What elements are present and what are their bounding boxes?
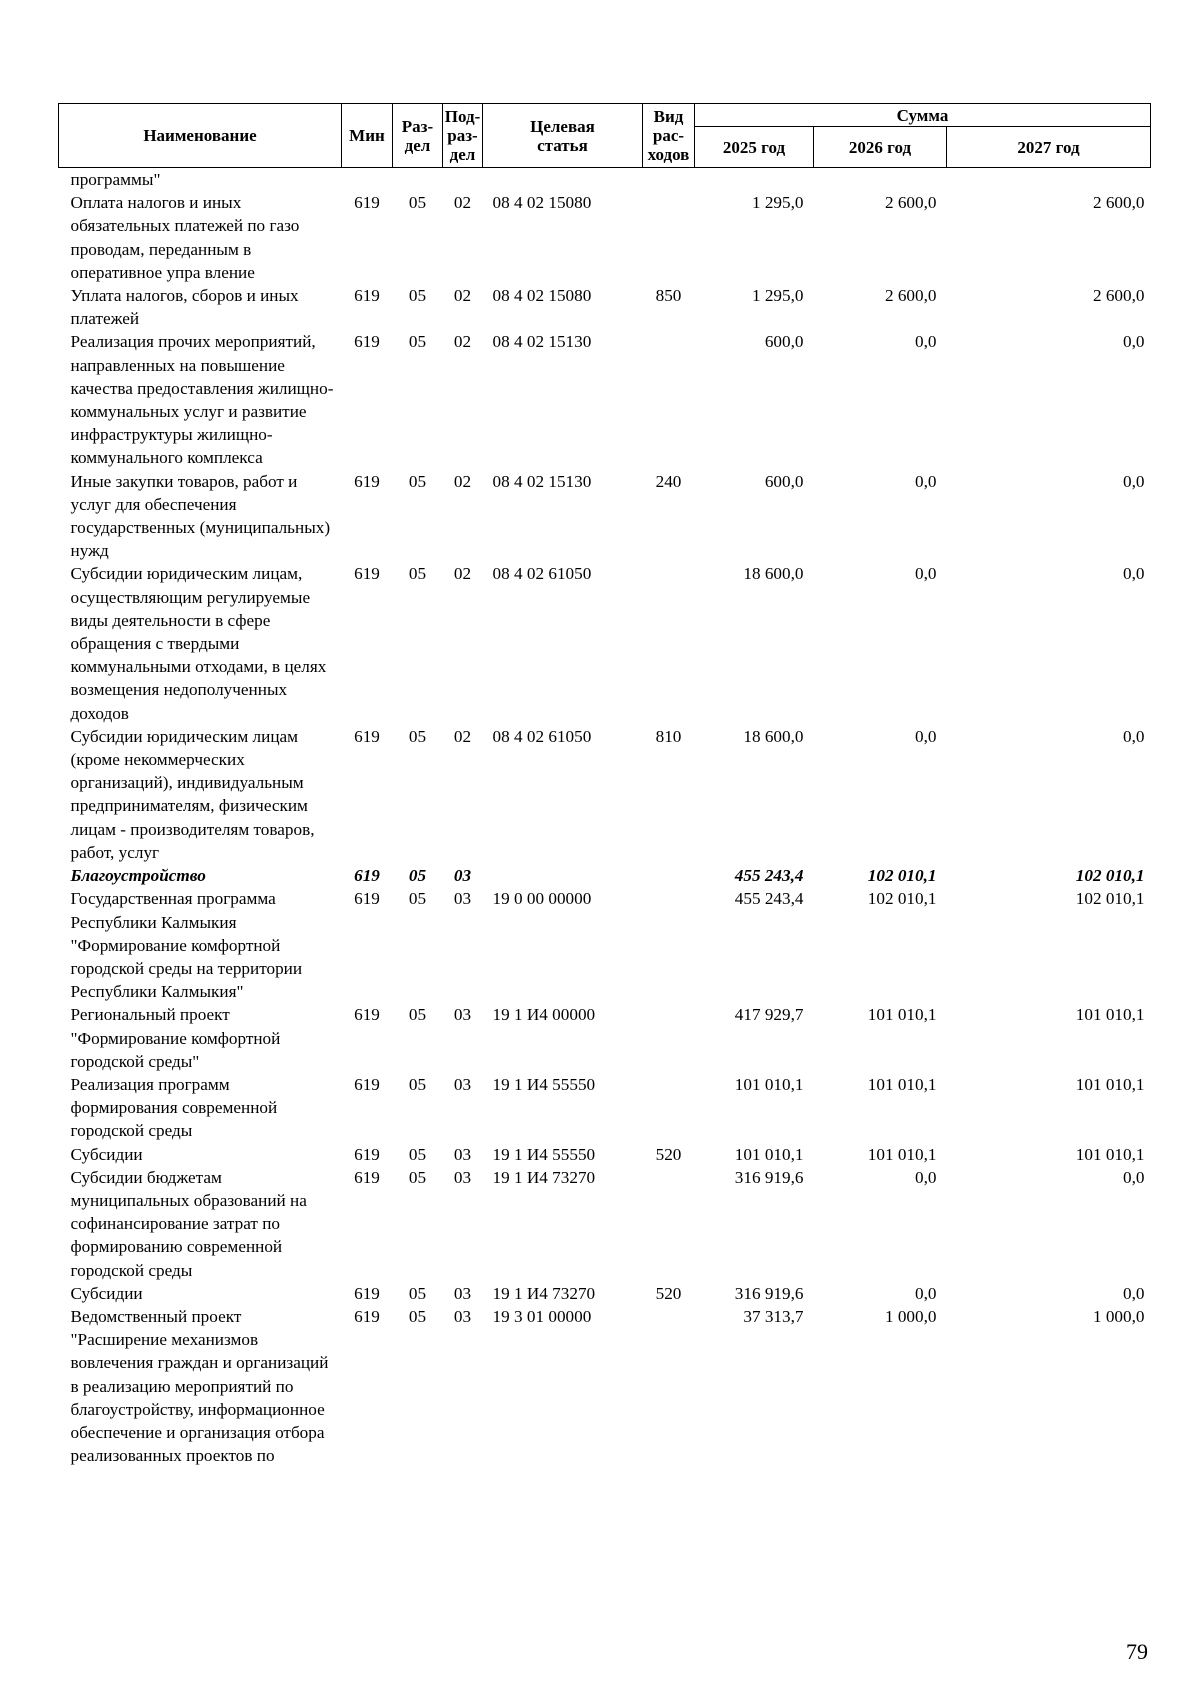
row-sum-2025: 101 010,1 xyxy=(734,1144,804,1164)
row-name: Реализация программ формирования современной городской среды xyxy=(70,1074,278,1141)
row-sum-2027: 101 010,1 xyxy=(1075,1144,1145,1164)
row-sum-2027: 0,0 xyxy=(1123,1283,1145,1303)
row-sum-2026 xyxy=(814,168,947,192)
row-sum-2027: 1 000,0 xyxy=(1092,1306,1145,1326)
row-min: 619 xyxy=(354,1306,380,1326)
row-sum-2025: 316 919,6 xyxy=(734,1283,804,1303)
row-sum-2026: 0,0 xyxy=(915,332,937,352)
row-expense-type: 520 xyxy=(655,1144,682,1164)
row-min: 619 xyxy=(354,866,380,886)
table-row xyxy=(59,1305,1151,1467)
row-razdel: 05 xyxy=(408,866,427,886)
row-min xyxy=(342,168,393,192)
row-name: Иные закупки товаров, работ и услуг для обеспечения государственных (муниципальных) нужд xyxy=(70,471,331,561)
row-target-article: 19 1 И4 73270 xyxy=(492,1167,596,1187)
row-razdel: 05 xyxy=(408,1074,427,1094)
row-expense-type xyxy=(643,887,695,1003)
row-name: Субсидии юридическим лицам, осуществляющим регулируемые виды деятельности в сфере обращения с твердыми коммунальными отходами, в целях возмещения недополученных доходов xyxy=(70,564,327,723)
row-podrazdel: 02 xyxy=(453,564,472,584)
table-body xyxy=(59,168,1151,1468)
row-expense-type xyxy=(643,1166,695,1282)
table-row xyxy=(59,864,1151,887)
row-sum-2026: 0,0 xyxy=(915,564,937,584)
row-name: Субсидии xyxy=(70,1144,143,1164)
row-sum-2026: 2 600,0 xyxy=(884,286,937,306)
row-expense-type xyxy=(643,1003,695,1073)
row-sum-2025: 600,0 xyxy=(764,332,804,352)
row-name: Благоустройство xyxy=(70,866,206,886)
row-podrazdel: 03 xyxy=(453,1144,472,1164)
table-row xyxy=(59,284,1151,330)
row-podrazdel: 03 xyxy=(453,1283,472,1303)
row-target-article: 19 1 И4 00000 xyxy=(492,1005,596,1025)
row-sum-2026: 0,0 xyxy=(915,471,937,491)
table-row xyxy=(59,725,1151,864)
row-min: 619 xyxy=(354,1167,380,1187)
row-sum-2025: 1 295,0 xyxy=(751,286,804,306)
row-podrazdel: 02 xyxy=(453,726,472,746)
row-target-article xyxy=(483,864,643,887)
row-min: 619 xyxy=(354,332,380,352)
header-razdel: Раз- дел xyxy=(393,104,443,168)
row-sum-2027: 0,0 xyxy=(1123,471,1145,491)
row-podrazdel: 03 xyxy=(453,866,472,886)
row-sum-2027: 0,0 xyxy=(1123,564,1145,584)
header-sum: Сумма xyxy=(695,104,1151,127)
row-sum-2025 xyxy=(695,168,814,192)
row-sum-2026: 0,0 xyxy=(915,1167,937,1187)
row-podrazdel: 03 xyxy=(453,1005,472,1025)
row-expense-type xyxy=(643,864,695,887)
row-min: 619 xyxy=(354,193,380,213)
row-min: 619 xyxy=(354,1074,380,1094)
row-target-article: 08 4 02 15080 xyxy=(492,193,592,213)
table-row xyxy=(59,1143,1151,1166)
row-expense-type xyxy=(643,1305,695,1467)
budget-table xyxy=(58,103,1151,1467)
row-name: Государственная программа Республики Калмыкия "Формирование комфортной городской среды на территории Республики Калмыкия" xyxy=(70,889,303,1002)
page-number: 79 xyxy=(1126,1639,1148,1664)
row-razdel: 05 xyxy=(408,1283,427,1303)
row-sum-2027: 101 010,1 xyxy=(1075,1005,1145,1025)
row-sum-2025: 600,0 xyxy=(764,471,804,491)
row-expense-type xyxy=(643,168,695,192)
row-sum-2026: 102 010,1 xyxy=(867,866,937,886)
row-sum-2027 xyxy=(947,168,1151,192)
row-sum-2027: 2 600,0 xyxy=(1092,286,1145,306)
row-podrazdel: 03 xyxy=(453,1167,472,1187)
row-sum-2027: 101 010,1 xyxy=(1075,1074,1145,1094)
row-sum-2026: 101 010,1 xyxy=(867,1074,937,1094)
row-sum-2025: 417 929,7 xyxy=(734,1005,804,1025)
row-sum-2026: 0,0 xyxy=(915,726,937,746)
header-expense-type: Вид рас- ходов xyxy=(643,104,695,168)
header-name: Наименование xyxy=(59,104,342,168)
row-name: Региональный проект "Формирование комфортной городской среды" xyxy=(70,1005,281,1071)
row-target-article: 19 1 И4 55550 xyxy=(492,1144,596,1164)
row-min: 619 xyxy=(354,471,380,491)
row-podrazdel: 02 xyxy=(453,471,472,491)
row-expense-type xyxy=(643,330,695,469)
table-row xyxy=(59,1073,1151,1143)
row-podrazdel: 03 xyxy=(453,889,472,909)
row-razdel: 05 xyxy=(408,889,427,909)
row-sum-2027: 0,0 xyxy=(1123,726,1145,746)
row-target-article: 08 4 02 15130 xyxy=(492,471,592,491)
row-name: Ведомственный проект "Расширение механизмов вовлечения граждан и организаций в реализацию мероприятий по благоустройству, информационное обеспечение и организация отбора реализованных проектов по xyxy=(70,1306,329,1466)
row-min: 619 xyxy=(354,1144,380,1164)
row-razdel: 05 xyxy=(408,726,427,746)
table-row xyxy=(59,470,1151,563)
row-sum-2026: 102 010,1 xyxy=(867,889,937,909)
row-min: 619 xyxy=(354,1005,380,1025)
row-expense-type xyxy=(643,191,695,284)
row-podrazdel: 03 xyxy=(453,1074,472,1094)
table-row xyxy=(59,191,1151,284)
row-sum-2025: 37 313,7 xyxy=(743,1306,804,1326)
row-sum-2026: 0,0 xyxy=(915,1283,937,1303)
row-sum-2027: 2 600,0 xyxy=(1092,193,1145,213)
row-target-article xyxy=(483,168,643,192)
row-target-article: 19 1 И4 73270 xyxy=(492,1283,596,1303)
row-razdel: 05 xyxy=(408,1005,427,1025)
row-name: Субсидии xyxy=(70,1283,143,1303)
row-expense-type: 240 xyxy=(655,471,682,491)
row-sum-2025: 455 243,4 xyxy=(734,889,804,909)
row-razdel: 05 xyxy=(408,193,427,213)
table-row xyxy=(59,562,1151,724)
row-razdel: 05 xyxy=(408,471,427,491)
row-target-article: 08 4 02 15080 xyxy=(492,286,592,306)
row-sum-2025: 316 919,6 xyxy=(734,1167,804,1187)
row-name: Оплата налогов и иных обязательных платежей по газо проводам, переданным в оперативное упра вление xyxy=(70,193,300,282)
row-sum-2026: 1 000,0 xyxy=(884,1306,937,1326)
header-target-article: Целевая статья xyxy=(483,104,643,168)
row-expense-type: 520 xyxy=(655,1283,682,1303)
row-podrazdel: 02 xyxy=(453,193,472,213)
row-sum-2025: 1 295,0 xyxy=(751,193,804,213)
row-expense-type: 850 xyxy=(655,286,682,306)
row-podrazdel: 02 xyxy=(453,286,472,306)
row-podrazdel xyxy=(443,168,483,192)
row-target-article: 08 4 02 61050 xyxy=(492,726,592,746)
header-podrazdel: Под- раз- дел xyxy=(443,104,483,168)
row-razdel: 05 xyxy=(408,1144,427,1164)
row-sum-2027: 0,0 xyxy=(1123,1167,1145,1187)
row-razdel: 05 xyxy=(408,564,427,584)
row-target-article: 19 3 01 00000 xyxy=(492,1306,592,1326)
row-name: Субсидии бюджетам муниципальных образований на софинансирование затрат по формированию современной городской среды xyxy=(70,1167,307,1280)
row-podrazdel: 02 xyxy=(453,332,472,352)
row-sum-2027: 102 010,1 xyxy=(1075,866,1145,886)
row-name: Реализация прочих мероприятий, направленных на повышение качества предоставления жилищно-коммунальных услуг и развитие инфраструктуры жилищно-коммунального комплекса xyxy=(70,332,334,468)
row-sum-2025: 18 600,0 xyxy=(743,726,804,746)
row-target-article: 08 4 02 61050 xyxy=(492,564,592,584)
header-year-2027: 2027 год xyxy=(947,127,1151,168)
row-sum-2025: 101 010,1 xyxy=(734,1074,804,1094)
row-target-article: 19 1 И4 55550 xyxy=(492,1074,596,1094)
row-sum-2026: 101 010,1 xyxy=(867,1144,937,1164)
table-row xyxy=(59,330,1151,469)
row-name: программы" xyxy=(70,170,161,189)
row-min: 619 xyxy=(354,286,380,306)
row-sum-2027: 0,0 xyxy=(1123,332,1145,352)
table-row xyxy=(59,1003,1151,1073)
row-expense-type: 810 xyxy=(655,726,682,746)
row-razdel: 05 xyxy=(408,286,427,306)
row-target-article: 08 4 02 15130 xyxy=(492,332,592,352)
row-expense-type xyxy=(643,1073,695,1143)
row-razdel: 05 xyxy=(408,332,427,352)
row-min: 619 xyxy=(354,726,380,746)
row-razdel: 05 xyxy=(408,1306,427,1326)
row-min: 619 xyxy=(354,1283,380,1303)
row-razdel: 05 xyxy=(408,1167,427,1187)
row-min: 619 xyxy=(354,564,380,584)
table-row xyxy=(59,887,1151,1003)
row-target-article: 19 0 00 00000 xyxy=(492,889,592,909)
row-name: Субсидии юридическим лицам (кроме некоммерческих организаций), индивидуальным предпринимателям, физическим лицам - производителям товаров, работ, услуг xyxy=(70,726,315,862)
row-name: Уплата налогов, сборов и иных платежей xyxy=(70,286,299,329)
row-sum-2026: 2 600,0 xyxy=(884,193,937,213)
table-row xyxy=(59,1282,1151,1305)
table-header xyxy=(59,104,1151,168)
header-min: Мин xyxy=(342,104,393,168)
row-sum-2025: 18 600,0 xyxy=(743,564,804,584)
table-row xyxy=(59,168,1151,192)
row-expense-type xyxy=(643,562,695,724)
row-podrazdel: 03 xyxy=(453,1306,472,1326)
row-min: 619 xyxy=(354,889,380,909)
table-row xyxy=(59,1166,1151,1282)
row-sum-2026: 101 010,1 xyxy=(867,1005,937,1025)
header-year-2025: 2025 год xyxy=(695,127,814,168)
row-razdel xyxy=(393,168,443,192)
header-year-2026: 2026 год xyxy=(814,127,947,168)
row-sum-2025: 455 243,4 xyxy=(734,866,804,886)
row-sum-2027: 102 010,1 xyxy=(1075,889,1145,909)
